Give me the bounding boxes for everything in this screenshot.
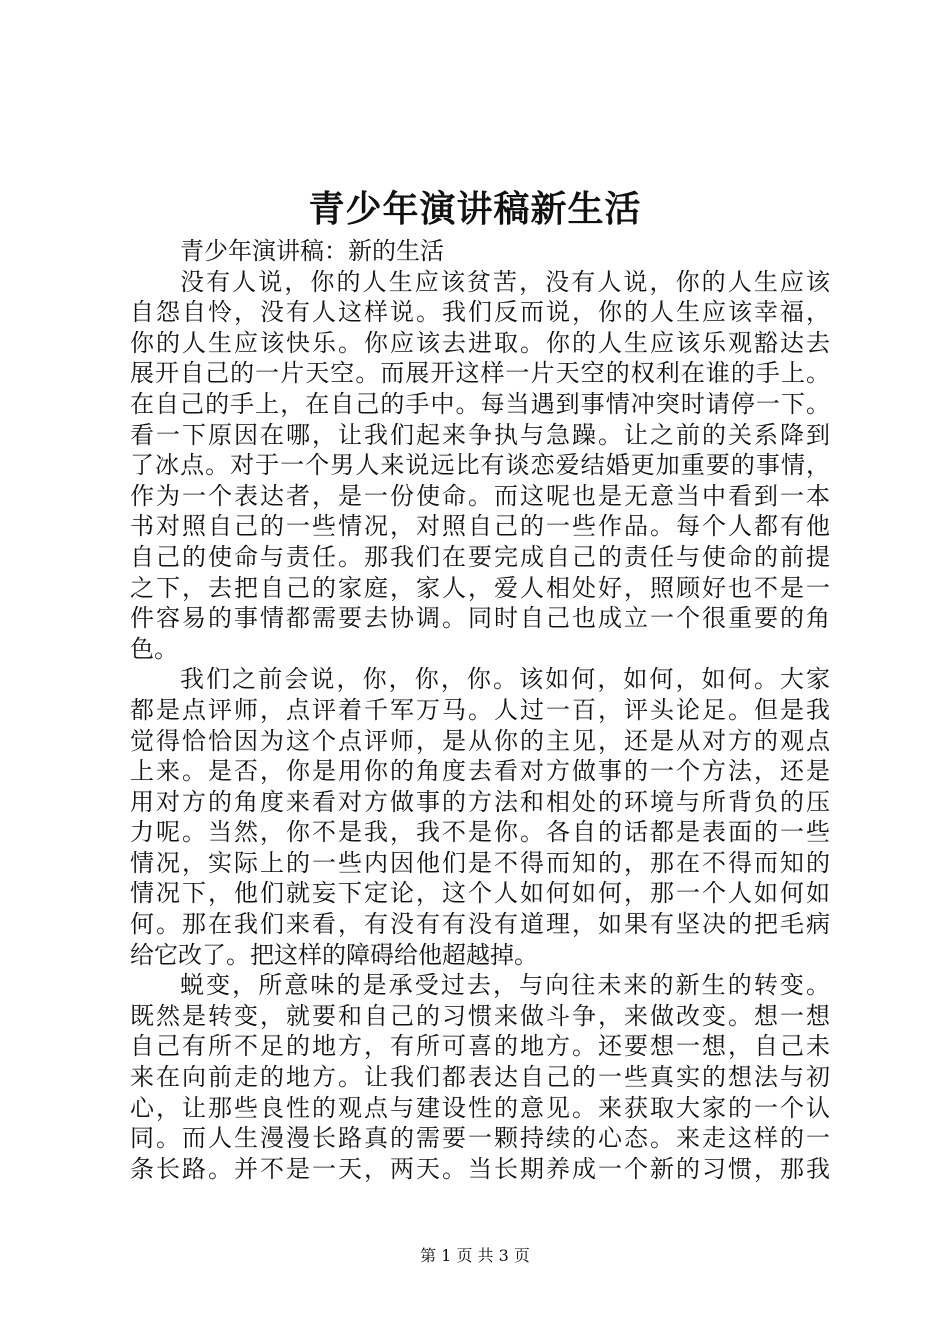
text-line: 之下，去把自己的家庭，家人，爱人相处好，照顾好也不是一 [130, 573, 830, 602]
text-line: 同。而人生漫漫长路真的需要一颗持续的心态。来走这样的一 [130, 1124, 830, 1153]
text-line: 既然是转变，就要和自己的习惯来做斗争，来做改变。想一想 [130, 1001, 830, 1030]
text-line: 自己有所不足的地方，有所可喜的地方。还要想一想，自己未 [130, 1032, 830, 1061]
text-line: 来在向前走的地方。让我们都表达自己的一些真实的想法与初 [130, 1063, 830, 1092]
text-line: 青少年演讲稿：新的生活 [180, 237, 444, 265]
text-line: 作为一个表达者，是一份使命。而这呢也是无意当中看到一本 [130, 481, 830, 510]
text-line: 自怨自怜，没有人这样说。我们反而说，你的人生应该幸福， [130, 298, 830, 327]
text-line: 展开自己的一片天空。而展开这样一片天空的权利在谁的手上。 [130, 359, 830, 388]
text-line: 上来。是否，你是用你的角度去看对方做事的一个方法，还是 [130, 757, 830, 786]
text-line: 条长路。并不是一天，两天。当长期养成一个新的习惯，那我 [130, 1154, 830, 1183]
text-line: 蜕变，所意味的是承受过去，与向往未来的新生的转变。 [180, 971, 830, 1000]
text-line: 没有人说，你的人生应该贫苦，没有人说，你的人生应该 [180, 267, 830, 296]
text-line: 给它改了。把这样的障碍给他超越掉。 [130, 940, 538, 969]
text-line: 了冰点。对于一个男人来说远比有谈恋爱结婚更加重要的事情， [130, 451, 830, 480]
text-line: 自己的使命与责任。那我们在要完成自己的责任与使命的前提 [130, 542, 830, 571]
text-line: 我们之前会说，你，你，你。该如何，如何，如何。大家 [180, 665, 830, 694]
text-line: 情况，实际上的一些内因他们是不得而知的，那在不得而知的 [130, 848, 830, 877]
text-line: 情况下，他们就妄下定论，这个人如何如何，那一个人如何如 [130, 879, 830, 908]
text-line: 心，让那些良性的观点与建设性的意见。来获取大家的一个认 [130, 1093, 830, 1122]
text-line: 色。 [130, 634, 178, 663]
text-line: 件容易的事情都需要去协调。同时自己也成立一个很重要的角 [130, 604, 830, 633]
document-title: 青少年演讲稿新生活 [308, 188, 642, 230]
text-line: 看一下原因在哪，让我们起来争执与急躁。让之前的关系降到 [130, 420, 830, 449]
text-line: 力呢。当然，你不是我，我不是你。各自的话都是表面的一些 [130, 818, 830, 847]
text-line: 觉得恰恰因为这个点评师，是从你的主见，还是从对方的观点 [130, 726, 830, 755]
page-footer: 第 1 页 共 3 页 [420, 1246, 530, 1265]
text-line: 用对方的角度来看对方做事的方法和相处的环境与所背负的压 [130, 787, 830, 816]
text-line: 你的人生应该快乐。你应该去进取。你的人生应该乐观豁达去 [130, 328, 830, 357]
text-line: 书对照自己的一些情况，对照自己的一些作品。每个人都有他 [130, 512, 830, 541]
text-line: 在自己的手上，在自己的手中。每当遇到事情冲突时请停一下。 [130, 389, 830, 418]
text-line: 都是点评师，点评着千军万马。人过一百，评头论足。但是我 [130, 695, 830, 724]
text-line: 何。那在我们来看，有没有有没有道理，如果有坚决的把毛病 [130, 910, 830, 939]
document-body [130, 236, 830, 1184]
